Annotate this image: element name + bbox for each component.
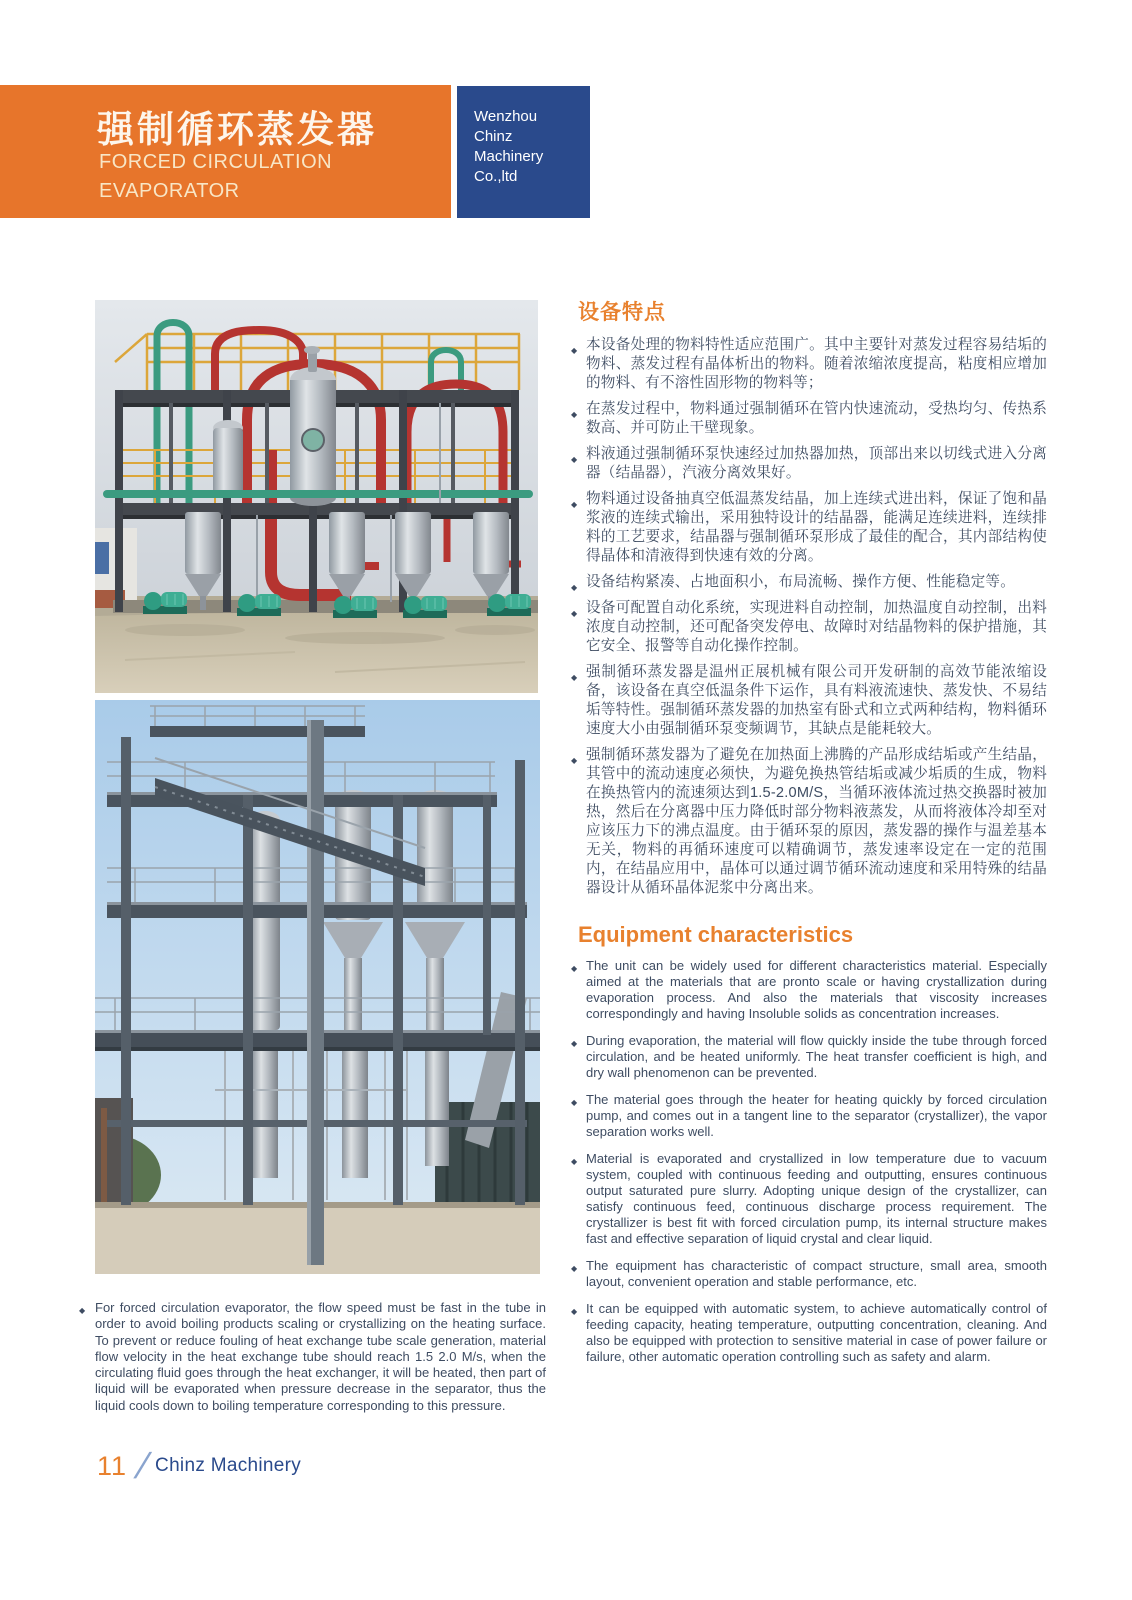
features-en-heading: Equipment characteristics (578, 922, 854, 947)
bullet-diamond-icon: ◆ (571, 1157, 578, 1166)
feature-en-item (570, 1151, 1047, 1247)
bullet-diamond-icon: ◆ (571, 756, 578, 765)
feature-cn-item (570, 663, 1047, 739)
equipment-photo-2 (95, 700, 540, 1274)
feature-en-item (570, 1301, 1047, 1365)
bullet-diamond-icon: ◆ (571, 455, 578, 464)
feature-text: The unit can be widely used for different characteristics material. Especially aimed at the materials that are pronto scale or having crystallization during evaporation process. And also the materials that viscosity increases correspondingly and having Insoluble solids as concentration increases. (586, 958, 1047, 1021)
page-subtitle (99, 148, 332, 206)
equipment-photo-1 (95, 300, 538, 693)
feature-text: The equipment has characteristic of compact structure, small area, smooth layout, convenient operation and stable performance, etc. (586, 1258, 1047, 1289)
feature-text: 强制循环蒸发器是温州正展机械有限公司开发研制的高效节能浓缩设备，该设备在真空低温条件下运作，具有料液流速快、蒸发快、不易结垢等特性。强制循环蒸发器的加热室有卧式和立式两种结构，物料循环速度大小由强制循环泵变频调节，其缺点是能耗较大。 (586, 664, 1047, 737)
page-subtitle-line2: EVAPORATOR (99, 180, 240, 202)
bullet-diamond-icon: ◆ (571, 673, 578, 682)
feature-en-item (570, 1092, 1047, 1140)
bullet-diamond-icon: ◆ (571, 1098, 578, 1107)
page-title: 强制循环蒸发器 (97, 109, 377, 150)
note-text: For forced circulation evaporator, the flow speed must be fast in the tube in order to avoid boiling products scaling or crystallizing on the heating surface. To prevent or reduce fouling of heat exchange tube scale generation, material flow velocity in the heat exchange tube should reach 1.5 2.0 M/s, when the circulating fluid goes through the heat exchanger, it will be heated, then part of liquid will be evaporated when pressure decrease in the separator, thus the liquid cools down to boiling temperature corresponding to this pressure. (95, 1300, 546, 1413)
feature-text: 强制循环蒸发器为了避免在加热面上沸腾的产品形成结垢或产生结晶，其管中的流动速度必须快，为避免换热管结垢或减少垢质的生成，物料在换热管内的流速须达到1.5-2.0M/S，当循环液体流过热交换器时被加热，然后在分离器中压力降低时部分物料液蒸发，从而将液体冷却至对应该压力下的沸点温度。由于循环泵的原因，蒸发器的操作与温差基本无关，物料的再循环速度可以精确调节，蒸发速率设定在一定的范围内，在结晶应用中，晶体可以通过调节循环流动速度和采用特殊的结晶器设计从循环晶体泥浆中分离出来。 (586, 747, 1047, 896)
header-logo-box (457, 86, 590, 218)
feature-text: It can be equipped with automatic system, to achieve automatically control of feeding capacity, heating temperature, outputting concentration, cleaning. And also be equipped with protection to sensitive material in case of power failure or failure, other automatic operation controlling such as safety and alarm. (586, 1301, 1047, 1364)
note-item (78, 1300, 546, 1414)
features-section (570, 296, 1047, 1376)
features-cn-list (570, 336, 1047, 898)
feature-cn-item (570, 445, 1047, 483)
feature-cn-item (570, 746, 1047, 898)
feature-text: 本设备处理的物料特性适应范围广。其中主要针对蒸发过程容易结垢的物料、蒸发过程有晶体析出的物料。随着浓缩浓度提高，粘度相应增加的物料、有不溶性固形物的物料等； (586, 337, 1047, 391)
footer-brand: Chinz Machinery (155, 1455, 302, 1476)
photo-2-illustration (95, 700, 540, 1274)
company-name: Wenzhou Chinz Machinery Co.,ltd (474, 108, 544, 185)
feature-cn-item (570, 336, 1047, 393)
bullet-diamond-icon: ◆ (79, 1306, 86, 1315)
feature-text: During evaporation, the material will flow quickly inside the tube through forced circulation, and be heated uniformly. The heat transfer coefficient is high, and dry wall phenomenon can be prevented. (586, 1033, 1047, 1080)
features-en-list (570, 958, 1047, 1365)
bullet-diamond-icon: ◆ (571, 583, 578, 592)
feature-text: The material goes through the heater for heating quickly by forced circulation pump, and comes out in a tangent line to the separator (crystallizer), the vapor separation works well. (586, 1092, 1047, 1139)
feature-cn-item (570, 490, 1047, 566)
feature-text: 设备结构紧凑、占地面积小，布局流畅、操作方便、性能稳定等。 (586, 574, 1016, 590)
bullet-diamond-icon: ◆ (571, 410, 578, 419)
photo-caption-note (78, 1300, 546, 1414)
bullet-diamond-icon: ◆ (571, 346, 578, 355)
feature-text: 物料通过设备抽真空低温蒸发结晶，加上连续式进出料，保证了饱和晶浆液的连续式输出，采用独特设计的结晶器，能满足连续进料，连续排料的工艺要求，结晶器与强制循环泵形成了最佳的配合，其内部结构使得晶体和清液得到快速有效的分离。 (586, 491, 1047, 564)
page-subtitle-line1: FORCED CIRCULATION (99, 151, 333, 173)
page-footer (97, 1445, 302, 1486)
bullet-diamond-icon: ◆ (571, 609, 578, 618)
feature-en-item (570, 958, 1047, 1022)
feature-en-item (570, 1033, 1047, 1081)
page-number: 11 (97, 1450, 128, 1481)
feature-text: 料液通过强制循环泵快速经过加热器加热，顶部出来以切线式进入分离器（结晶器），汽液分离效果好。 (586, 446, 1047, 481)
bullet-diamond-icon: ◆ (571, 1307, 578, 1316)
feature-cn-item (570, 599, 1047, 656)
feature-cn-item (570, 573, 1047, 592)
feature-cn-item (570, 400, 1047, 438)
footer-slash-icon: / (134, 1445, 150, 1486)
bullet-diamond-icon: ◆ (571, 1039, 578, 1048)
bullet-diamond-icon: ◆ (571, 964, 578, 973)
bullet-diamond-icon: ◆ (571, 500, 578, 509)
photo-1-illustration (95, 300, 538, 693)
bullet-diamond-icon: ◆ (571, 1264, 578, 1273)
feature-text: 在蒸发过程中，物料通过强制循环在管内快速流动，受热均匀、传热系数高、并可防止干壁现象。 (586, 401, 1047, 436)
feature-text: 设备可配置自动化系统，实现进料自动控制，加热温度自动控制，出料浓度自动控制，还可配备突发停电、故障时对结晶物料的保护措施，其它安全、报警等自动化操作控制。 (586, 600, 1047, 654)
header-orange-band (0, 85, 451, 218)
feature-en-item (570, 1258, 1047, 1290)
feature-text: Material is evaporated and crystallized in low temperature due to vacuum system, coupled with continuous feeding and outputting, ensures continuous output saturated pure slurry. Adopting unique design of the crystallizer, can satisfy continuous feed, continuous discharge process requirement. The crystallizer is best fit with forced circulation pump, its internal structure makes fast and effective separation of liquid crystal and clear liquid. (586, 1151, 1047, 1246)
features-cn-heading: 设备特点 (578, 301, 666, 324)
